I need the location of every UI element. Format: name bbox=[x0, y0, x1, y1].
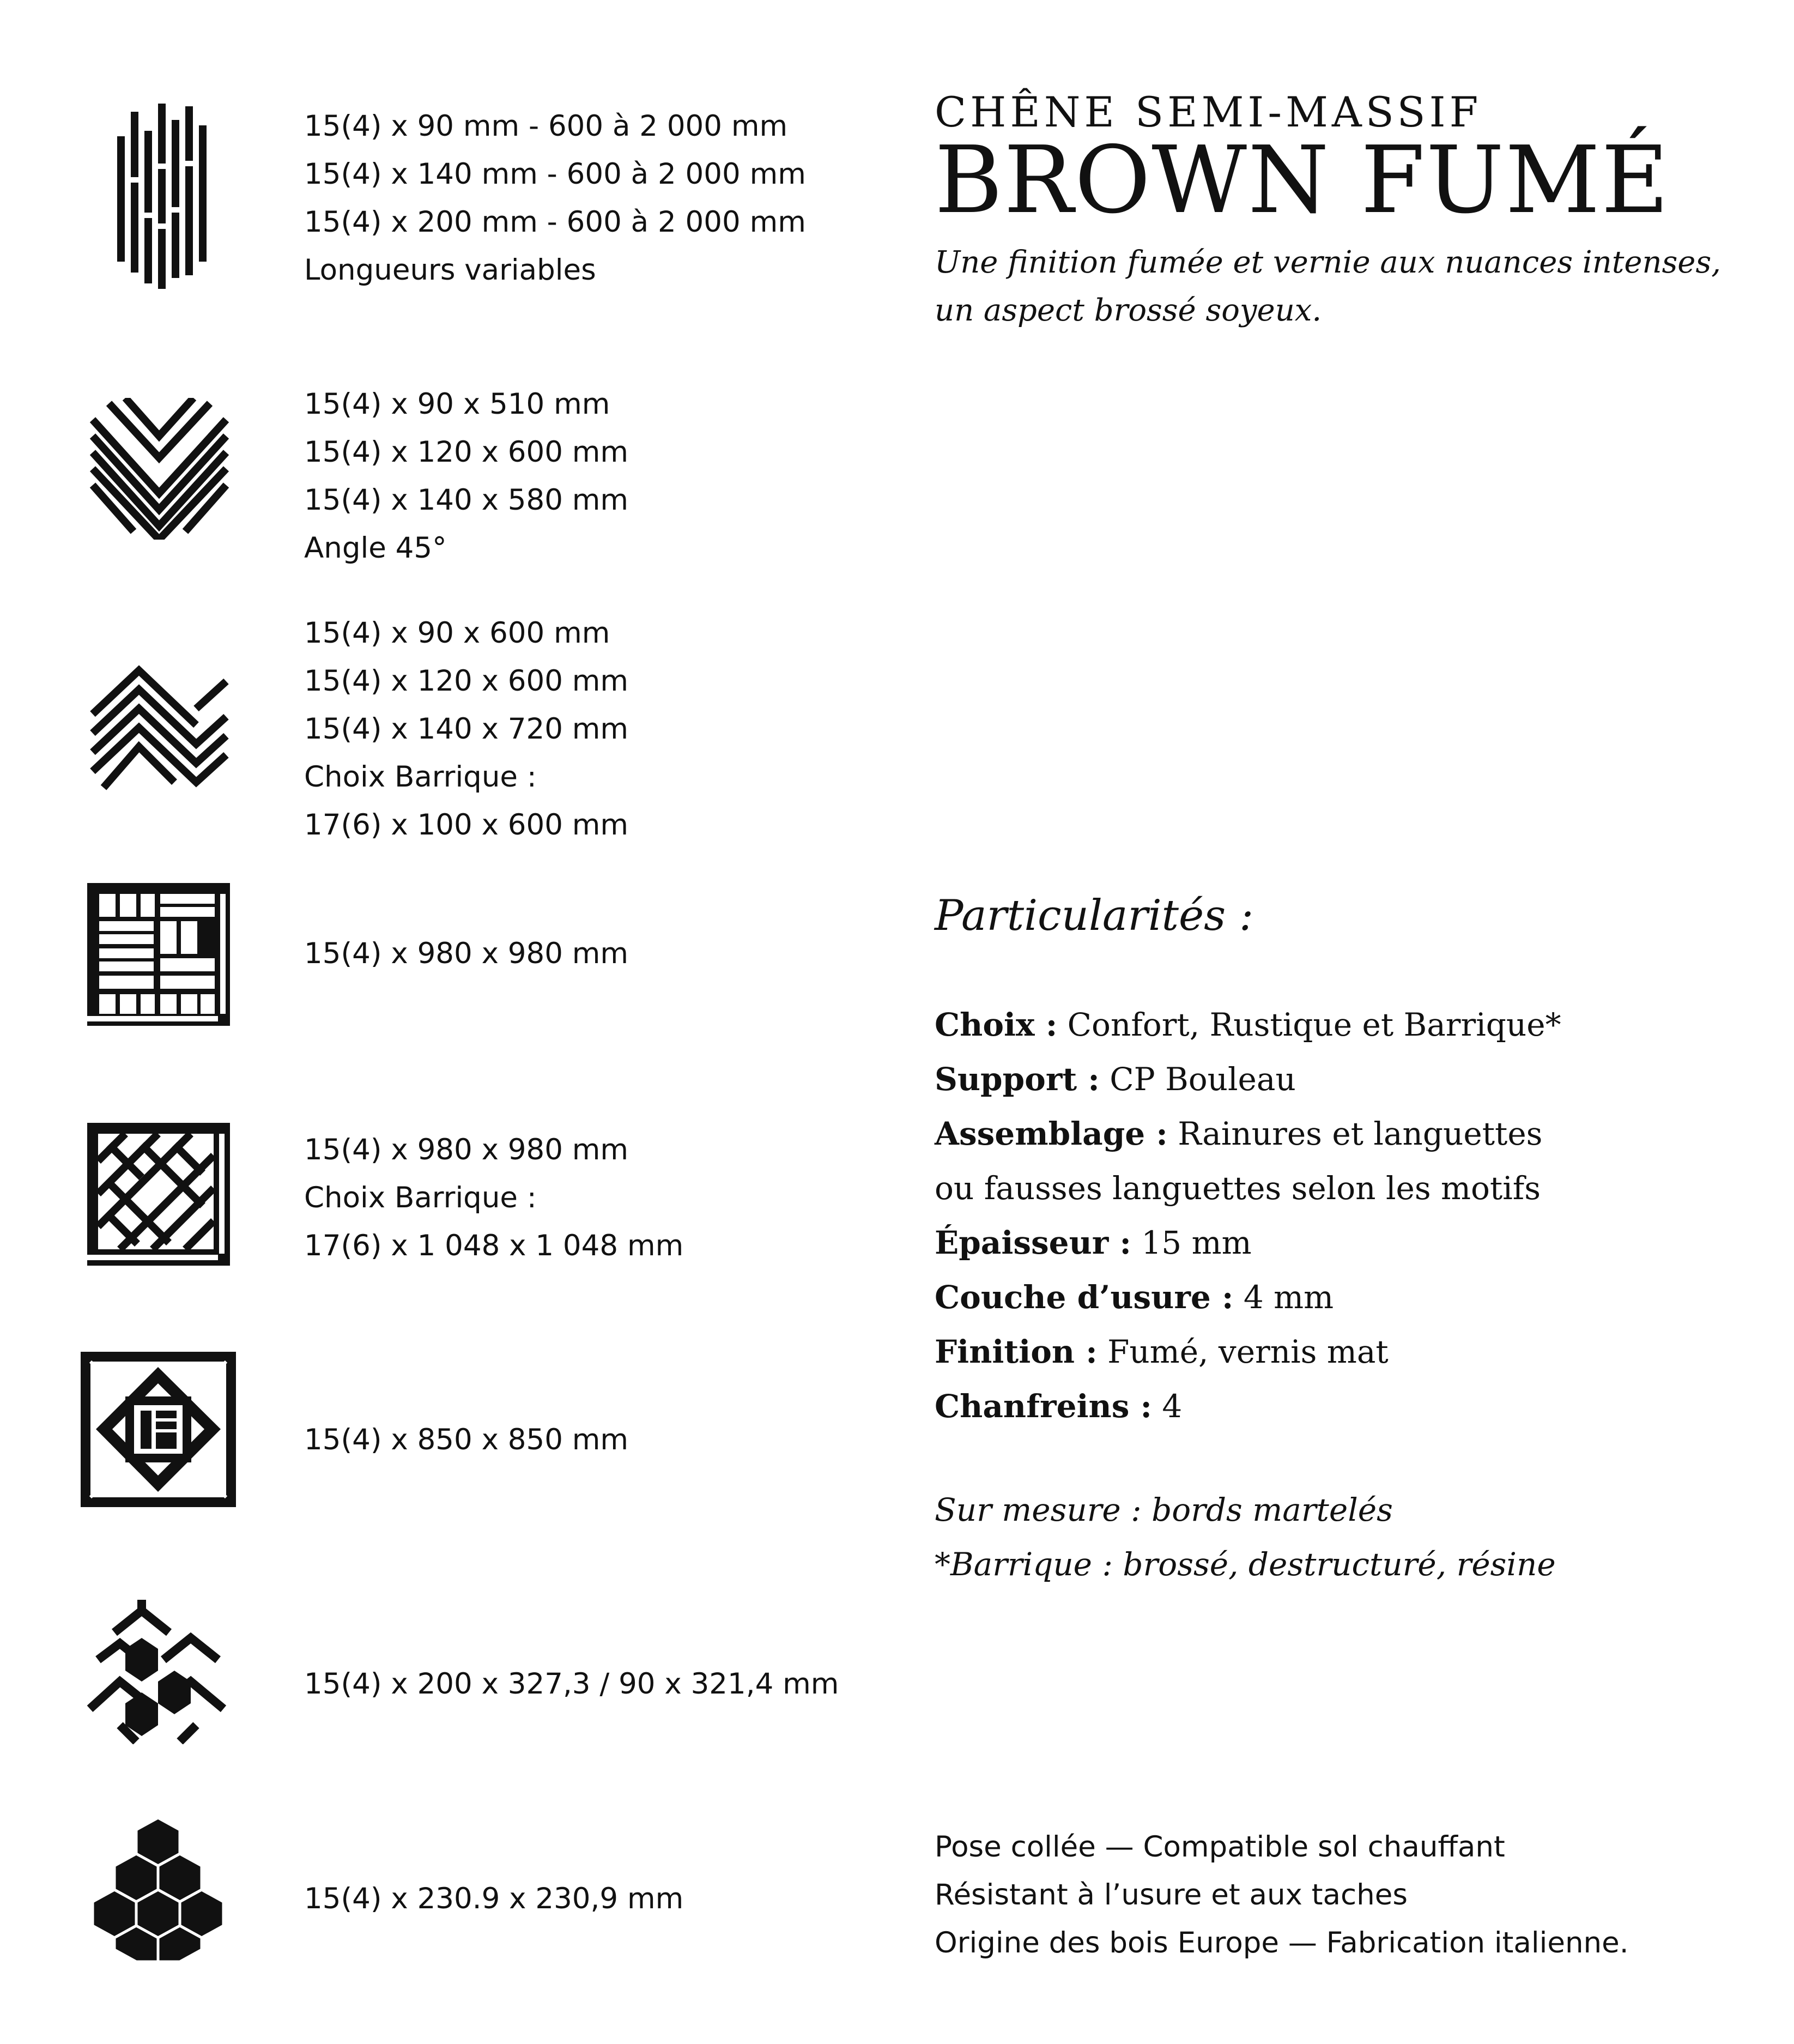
property-label: Couche d’usure : bbox=[935, 1279, 1234, 1316]
spec-note: Longueurs variables bbox=[304, 253, 596, 287]
property-value: Confort, Rustique et Barrique* bbox=[1057, 1006, 1561, 1043]
product-tagline bbox=[935, 239, 1721, 335]
product-title: BROWN FUMÉ bbox=[935, 126, 1670, 234]
spec-line: 15(4) x 120 x 600 mm bbox=[304, 664, 629, 698]
footer-line: Résistant à l’usure et aux taches bbox=[935, 1878, 1408, 1912]
spec-line: 15(4) x 230.9 x 230,9 mm bbox=[304, 1882, 684, 1915]
footer-line: Pose collée — Compatible sol chauffant bbox=[935, 1830, 1505, 1864]
pattern-specs-herringbone bbox=[304, 609, 628, 849]
property-assemblage-continued bbox=[935, 1161, 1561, 1215]
pattern-specs-cube-hexagon bbox=[304, 1875, 683, 1923]
spec-line: 15(4) x 850 x 850 mm bbox=[304, 1423, 629, 1456]
spec-line: 17(6) x 1 048 x 1 048 mm bbox=[304, 1229, 684, 1262]
spec-line: 15(4) x 140 mm - 600 à 2 000 mm bbox=[304, 158, 806, 191]
spec-line: 15(4) x 90 x 510 mm bbox=[304, 388, 610, 421]
property-value: Fumé, vernis mat bbox=[1097, 1333, 1389, 1370]
pattern-specs-chevron bbox=[304, 380, 628, 572]
spec-note: Choix Barrique : bbox=[304, 1181, 537, 1214]
spec-line: 15(4) x 980 x 980 mm bbox=[304, 1133, 629, 1166]
product-footer bbox=[935, 1823, 1629, 1967]
property-label: Chanfreins : bbox=[935, 1388, 1152, 1425]
spec-line: 15(4) x 980 x 980 mm bbox=[304, 937, 629, 970]
property-epaisseur bbox=[935, 1215, 1561, 1270]
property-chanfreins bbox=[935, 1379, 1561, 1434]
spec-note: Angle 45° bbox=[304, 531, 447, 565]
pattern-specs-square-grid bbox=[304, 930, 628, 978]
square-panel-grid-icon bbox=[87, 883, 230, 1026]
spec-note: Choix Barrique : bbox=[304, 760, 537, 794]
product-kicker: CHÊNE SEMI-MASSIF bbox=[935, 88, 1482, 136]
herringbone-icon bbox=[87, 660, 232, 793]
spec-line: 15(4) x 90 x 600 mm bbox=[304, 616, 610, 650]
property-value: 15 mm bbox=[1131, 1224, 1252, 1261]
property-assemblage bbox=[935, 1106, 1561, 1161]
property-support bbox=[935, 1052, 1561, 1106]
property-label: Support : bbox=[935, 1061, 1100, 1098]
pattern-specs-square-weave bbox=[304, 1126, 683, 1270]
property-label: Choix : bbox=[935, 1006, 1058, 1043]
square-panel-diagonal-weave-icon bbox=[87, 1123, 230, 1266]
spec-line: 15(4) x 200 x 327,3 / 90 x 321,4 mm bbox=[304, 1667, 839, 1701]
spec-line: 15(4) x 200 mm - 600 à 2 000 mm bbox=[304, 205, 806, 239]
particularities-heading: Particularités : bbox=[935, 891, 1254, 940]
spec-line: 15(4) x 140 x 720 mm bbox=[304, 712, 629, 746]
chevron-45-icon bbox=[87, 398, 232, 540]
square-panel-diamond-icon bbox=[81, 1352, 236, 1507]
hexagonal-weave-icon bbox=[87, 1600, 232, 1744]
planks-variable-length-icon bbox=[106, 104, 210, 289]
particularities-list bbox=[935, 997, 1561, 1434]
spec-line: 15(4) x 140 x 580 mm bbox=[304, 483, 629, 517]
tagline-line: Une finition fumée et vernie aux nuances intenses, bbox=[935, 245, 1721, 280]
spec-line: 15(4) x 120 x 600 mm bbox=[304, 436, 629, 469]
property-value: ou fausses languettes selon les motifs bbox=[935, 1170, 1541, 1207]
spec-line: 15(4) x 90 mm - 600 à 2 000 mm bbox=[304, 110, 788, 143]
particularities-notes bbox=[935, 1483, 1556, 1592]
note-line: *Barrique : brossé, destructuré, résine bbox=[935, 1546, 1556, 1583]
property-value: CP Bouleau bbox=[1099, 1061, 1296, 1098]
property-choix bbox=[935, 997, 1561, 1052]
property-value: 4 mm bbox=[1233, 1279, 1334, 1316]
property-label: Épaisseur : bbox=[935, 1224, 1131, 1261]
property-label: Finition : bbox=[935, 1333, 1098, 1370]
property-value: Rainures et languettes bbox=[1167, 1115, 1543, 1152]
pattern-specs-planks bbox=[304, 102, 806, 294]
property-label: Assemblage : bbox=[935, 1115, 1168, 1152]
spec-line: 17(6) x 100 x 600 mm bbox=[304, 808, 629, 842]
note-line: Sur mesure : bords martelés bbox=[935, 1491, 1393, 1528]
tagline-line: un aspect brossé soyeux. bbox=[935, 293, 1322, 328]
cube-hexagon-icon bbox=[86, 1818, 231, 1962]
footer-line: Origine des bois Europe — Fabrication italienne. bbox=[935, 1926, 1629, 1960]
property-finition bbox=[935, 1325, 1561, 1379]
property-value: 4 bbox=[1151, 1388, 1183, 1425]
pattern-specs-hexagonal-weave bbox=[304, 1660, 839, 1708]
pattern-specs-square-diamond bbox=[304, 1416, 628, 1464]
property-couche-usure bbox=[935, 1270, 1561, 1325]
